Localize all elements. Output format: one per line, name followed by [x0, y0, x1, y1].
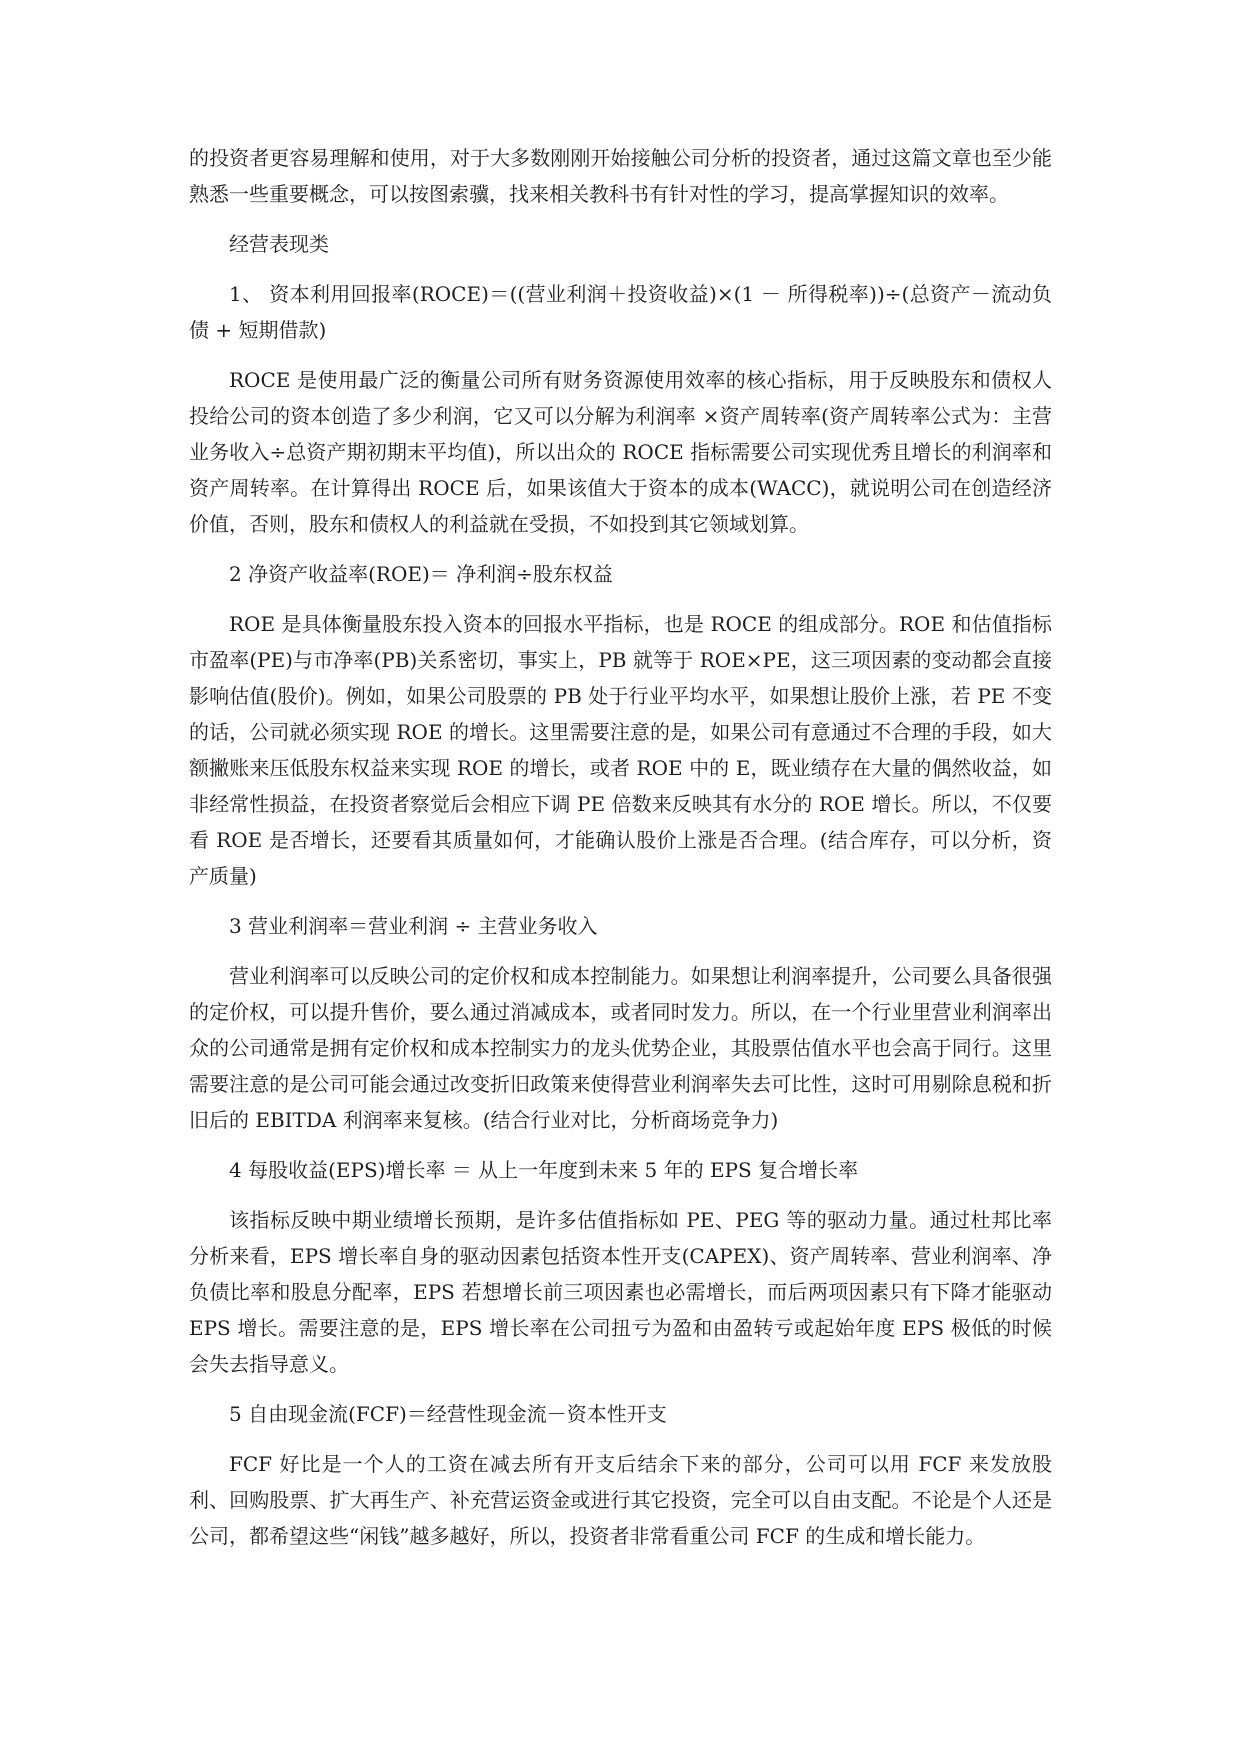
section-heading-operating-performance: 经营表现类	[229, 232, 329, 256]
paragraph-fcf: FCF 好比是一个人的工资在减去所有开支后结余下来的部分，公司可以用 FCF 来发放股利、回购股票、扩大再生产、补充营运资金或进行其它投资，完全可以自由支配。不论是个人还是公司，都希望这些“闲钱”越多越好，所以，投资者非常看重公司 FCF 的生成和增长能力。	[189, 1452, 1052, 1548]
paragraph-roce: ROCE 是使用最广泛的衡量公司所有财务资源使用效率的核心指标，用于反映股东和债权人投给公司的资本创造了多少利润，它又可以分解为利润率 ×资产周转率(资产周转率公式为：主营业务收入÷总资产期初期末平均值)，所以出众的 ROCE 指标需要公司实现优秀且增长的利润率和资产周转率。在计算得出 ROCE 后，如果该值大于资本的成本(WACC)，就说明公司在创造经济价值，否则，股东和债权人的利益就在受损，不如投到其它领域划算。	[189, 368, 1052, 536]
document-page	[189, 140, 1052, 1568]
paragraph-roe: ROE 是具体衡量股东投入资本的回报水平指标，也是 ROCE 的组成部分。ROE 和估值指标市盈率(PE)与市净率(PB)关系密切，事实上，PB 就等于 ROE×PE，这三项因素的变动都会直接影响估值(股价)。例如，如果公司股票的 PB 处于行业平均水平，如果想让股价上涨，若 PE 不变的话，公司就必须实现 ROE 的增长。这里需要注意的是，如果公司有意通过不合理的手段，如大额撇账来压低股东权益来实现 ROE 的增长，或者 ROE 中的 E，既业绩存在大量的偶然收益，如非经常性损益，在投资者察觉后会相应下调 PE 倍数来反映其有水分的 ROE 增长。所以，不仅要看 ROE 是否增长，还要看其质量如何，才能确认股价上涨是否合理。(结合库存，可以分析，资产质量)	[189, 612, 1052, 888]
formula-roce: 1、 资本利用回报率(ROCE)＝((营业利润＋投资收益)×(1 － 所得税率))÷(总资产－流动负债 + 短期借款)	[189, 282, 1052, 342]
formula-eps-growth: 4 每股收益(EPS)增长率 ＝ 从上一年度到未来 5 年的 EPS 复合增长率	[229, 1158, 859, 1182]
formula-operating-margin: 3 营业利润率＝营业利润 ÷ 主营业务收入	[229, 914, 598, 938]
formula-roe: 2 净资产收益率(ROE)＝ 净利润÷股东权益	[229, 562, 613, 586]
paragraph-intro-continued: 的投资者更容易理解和使用，对于大多数刚刚开始接触公司分析的投资者，通过这篇文章也至少能熟悉一些重要概念，可以按图索骥，找来相关教科书有针对性的学习，提高掌握知识的效率。	[189, 146, 1052, 206]
formula-fcf: 5 自由现金流(FCF)＝经营性现金流－资本性开支	[229, 1402, 667, 1426]
paragraph-operating-margin: 营业利润率可以反映公司的定价权和成本控制能力。如果想让利润率提升，公司要么具备很强的定价权，可以提升售价，要么通过消减成本，或者同时发力。所以，在一个行业里营业利润率出众的公司通常是拥有定价权和成本控制实力的龙头优势企业，其股票估值水平也会高于同行。这里需要注意的是公司可能会通过改变折旧政策来使得营业利润率失去可比性，这时可用剔除息税和折旧后的 EBITDA 利润率来复核。(结合行业对比，分析商场竞争力)	[189, 964, 1052, 1132]
paragraph-eps-growth: 该指标反映中期业绩增长预期，是许多估值指标如 PE、PEG 等的驱动力量。通过杜邦比率分析来看，EPS 增长率自身的驱动因素包括资本性开支(CAPEX)、资产周转率、营业利润率、净负债比率和股息分配率，EPS 若想增长前三项因素也必需增长，而后两项因素只有下降才能驱动 EPS 增长。需要注意的是，EPS 增长率在公司扭亏为盈和由盈转亏或起始年度 EPS 极低的时候会失去指导意义。	[189, 1208, 1052, 1376]
